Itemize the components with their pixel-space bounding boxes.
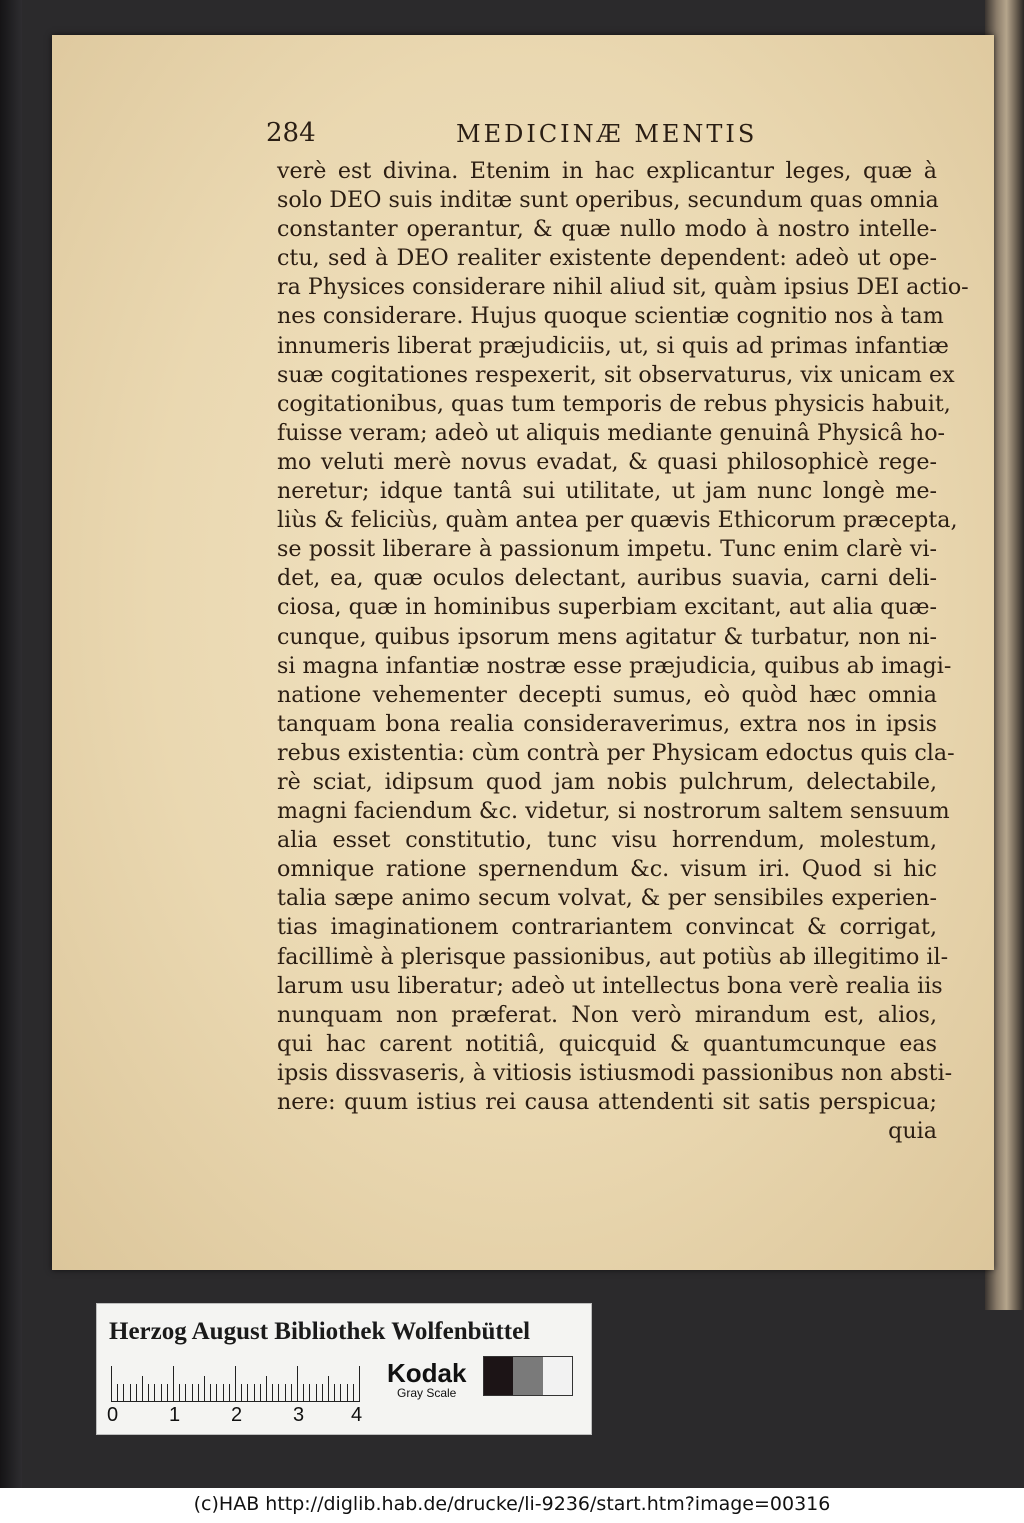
ruler-tick [347, 1384, 348, 1402]
ruler-tick [241, 1384, 242, 1402]
text-line: neretur; idque tantâ sui utilitate, ut jam nunc longè me- [277, 478, 937, 505]
text-line: cunque, quibus ipsorum mens agitatur & turbatur, non ni- [277, 623, 937, 650]
library-label [96, 1303, 592, 1435]
gray-scale-swatches [483, 1356, 573, 1396]
text-line: rebus existentia: cùm contrà per Physicam edoctus quis cla- [277, 739, 955, 766]
text-line: si magna infantiæ nostræ esse præjudicia, quibus ab imagi- [277, 652, 952, 679]
ruler-tick [142, 1376, 143, 1402]
ruler-tick [322, 1384, 323, 1402]
ruler-number: 2 [231, 1404, 243, 1426]
ruler-tick [216, 1384, 217, 1402]
text-line: qui hac carent notitiâ, quicquid & quantumcunque eas [277, 1030, 937, 1057]
ruler-tick [266, 1376, 267, 1402]
ruler-tick [185, 1384, 186, 1402]
text-line: nunquam non præferat. Non verò mirandum est, alios, [277, 1001, 937, 1028]
text-line: solo DEO suis inditæ sunt operibus, secundum quas omnia [277, 187, 939, 214]
gray-swatch [543, 1357, 572, 1395]
ruler-tick [179, 1384, 180, 1402]
ruler-tick [235, 1366, 236, 1402]
ruler-number: 3 [293, 1404, 305, 1426]
ruler-number: 1 [169, 1404, 181, 1426]
text-line: ciosa, quæ in hominibus superbiam excitant, aut alia quæ- [277, 594, 937, 621]
ruler-tick [353, 1384, 354, 1402]
text-line: cogitationibus, quas tum temporis de rebus physicis habuit, [277, 390, 951, 417]
ruler-tick [210, 1384, 211, 1402]
text-line: facillimè à plerisque passionibus, aut potiùs ab illegitimo il- [277, 943, 949, 970]
ruler-tick [260, 1384, 261, 1402]
text-line: omnique ratione spernendum &c. visum iri. Quod si hic [277, 856, 937, 883]
ruler-tick [340, 1384, 341, 1402]
ruler-tick [136, 1384, 137, 1402]
kodak-subtitle: Gray Scale [397, 1386, 457, 1400]
gray-swatch [513, 1357, 542, 1395]
body-text [277, 157, 969, 1146]
page-number: 284 [266, 118, 316, 148]
text-line: ctu, sed à DEO realiter existente dependent: adeò ut ope- [277, 245, 937, 272]
ruler-tick [198, 1384, 199, 1402]
text-line: ra Physices considerare nihil aliud sit, quàm ipsius DEI actio- [277, 274, 969, 301]
text-line: nes considerare. Hujus quoque scientiæ cognitio nos à tam [277, 303, 944, 330]
ruler-tick [111, 1366, 112, 1402]
text-line: larum usu liberatur; adeò ut intellectus bona verè realia iis [277, 972, 943, 999]
text-line: innumeris liberat præjudiciis, ut, si quis ad primas infantiæ [277, 332, 949, 359]
library-name: Herzog August Bibliothek Wolfenbüttel [109, 1318, 531, 1345]
ruler-tick [204, 1376, 205, 1402]
kodak-logo: Kodak [387, 1358, 467, 1388]
text-line: mo veluti merè novus evadat, & quasi philosophicè rege- [277, 448, 937, 475]
ruler-tick [154, 1384, 155, 1402]
ruler-tick [167, 1384, 168, 1402]
ruler-tick [309, 1384, 310, 1402]
ruler-tick [161, 1384, 162, 1402]
book-binding-edge [0, 0, 22, 1488]
ruler-tick [229, 1384, 230, 1402]
ruler-tick [123, 1384, 124, 1402]
text-line: magni faciendum &c. videtur, si nostrorum saltem sensuum [277, 798, 950, 825]
catchword: quia [888, 1118, 937, 1145]
ruler-tick [223, 1384, 224, 1402]
text-line: talia sæpe animo secum volvat, & per sensibiles experien- [277, 885, 937, 912]
gray-swatch [484, 1357, 513, 1395]
text-line: constanter operantur, & quæ nullo modo à nostro intelle- [277, 216, 937, 243]
ruler-tick [278, 1384, 279, 1402]
running-title: MEDICINÆ MENTIS [456, 120, 758, 148]
text-line: suæ cogitationes respexerit, sit observaturus, vix unicam ex [277, 361, 955, 388]
text-line: ipsis dissvaseris, à vitiosis istiusmodi passionibus non absti- [277, 1059, 953, 1086]
text-line: alia esset constitutio, tunc visu horrendum, molestum, [277, 827, 937, 854]
ruler-tick [117, 1384, 118, 1402]
ruler-tick [334, 1384, 335, 1402]
ruler-tick [328, 1376, 329, 1402]
ruler-number: 4 [351, 1404, 363, 1426]
ruler-tick [130, 1384, 131, 1402]
text-line: verè est divina. Etenim in hac explicantur leges, quæ à [277, 158, 937, 184]
ruler-tick [285, 1384, 286, 1402]
running-head [266, 118, 966, 154]
text-line: tias imaginationem contrariantem convincat & corrigat, [277, 914, 937, 941]
text-line: liùs & feliciùs, quàm antea per quævis Ethicorum præcepta, [277, 507, 958, 534]
text-line: fuisse veram; adeò ut aliquis mediante genuinâ Physicâ ho- [277, 419, 946, 446]
text-line: nere: quum istius rei causa attendenti sit satis perspicua; [277, 1089, 937, 1115]
ruler-tick [192, 1384, 193, 1402]
scale-ruler [111, 1362, 371, 1402]
text-line: natione vehementer decepti sumus, eò quòd hæc omnia [277, 681, 937, 708]
copyright-footer: (c)HAB http://diglib.hab.de/drucke/li-9236/start.htm?image=00316 [193, 1493, 831, 1515]
ruler-number: 0 [107, 1404, 119, 1426]
ruler-tick [291, 1384, 292, 1402]
ruler-tick [173, 1366, 174, 1402]
ruler-tick [303, 1384, 304, 1402]
text-line: se possit liberare à passionum impetu. Tunc enim clarè vi- [277, 536, 937, 563]
ruler-tick [297, 1366, 298, 1402]
ruler-tick [254, 1384, 255, 1402]
text-line: tanquam bona realia consideraverimus, extra nos in ipsis [277, 710, 937, 737]
ruler-tick [247, 1384, 248, 1402]
ruler-tick [316, 1384, 317, 1402]
text-line: rè sciat, idipsum quod jam nobis pulchrum, delectabile, [277, 768, 937, 795]
ruler-tick [359, 1366, 360, 1402]
ruler-tick [272, 1384, 273, 1402]
text-line: det, ea, quæ oculos delectant, auribus suavia, carni deli- [277, 565, 937, 592]
ruler-tick [148, 1384, 149, 1402]
